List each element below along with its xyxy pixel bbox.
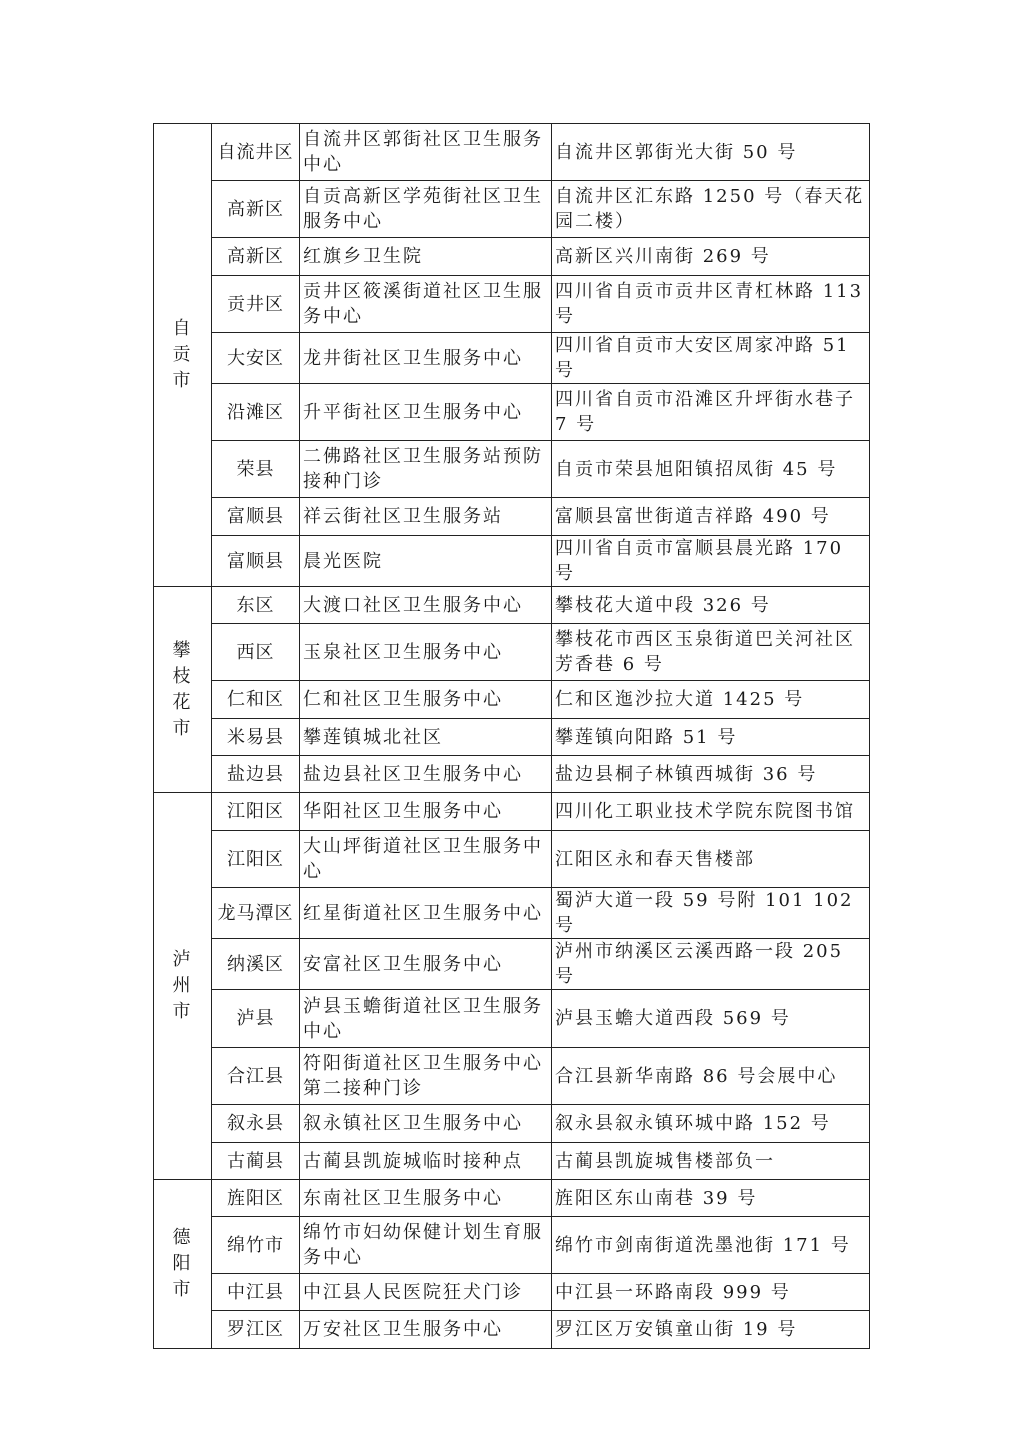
- district-cell: 绵竹市: [212, 1217, 300, 1274]
- district-cell: 荣县: [212, 441, 300, 498]
- district-cell: 米易县: [212, 719, 300, 756]
- district-cell: 仁和区: [212, 681, 300, 719]
- site-name-cell: 绵竹市妇幼保健计划生育服务中心: [300, 1217, 552, 1274]
- district-cell: 泸县: [212, 990, 300, 1048]
- address-cell: 仁和区迤沙拉大道 1425 号: [552, 681, 870, 719]
- table-row: [154, 536, 870, 587]
- site-name-cell: 贡井区筱溪街道社区卫生服务中心: [300, 276, 552, 333]
- address-cell: 自流井区郭街光大街 50 号: [552, 124, 870, 181]
- city-cell: 泸州市: [154, 793, 212, 1180]
- address-cell: 泸县玉蟾大道西段 569 号: [552, 990, 870, 1048]
- site-name-cell: 中江县人民医院狂犬门诊: [300, 1274, 552, 1311]
- address-cell: 古蔺县凯旋城售楼部负一: [552, 1143, 870, 1180]
- district-cell: 龙马潭区: [212, 888, 300, 939]
- site-name-cell: 玉泉社区卫生服务中心: [300, 624, 552, 681]
- table-row: [154, 624, 870, 681]
- address-cell: 旌阳区东山南巷 39 号: [552, 1180, 870, 1217]
- address-cell: 叙永县叙永镇环城中路 152 号: [552, 1105, 870, 1143]
- table-row: [154, 1217, 870, 1274]
- district-cell: 高新区: [212, 238, 300, 276]
- district-cell: 富顺县: [212, 498, 300, 536]
- district-cell: 盐边县: [212, 756, 300, 793]
- table-row: [154, 498, 870, 536]
- district-cell: 沿滩区: [212, 384, 300, 441]
- address-cell: 高新区兴川南街 269 号: [552, 238, 870, 276]
- table-row: [154, 888, 870, 939]
- site-name-cell: 祥云街社区卫生服务站: [300, 498, 552, 536]
- address-cell: 攀枝花大道中段 326 号: [552, 587, 870, 624]
- address-cell: 攀枝花市西区玉泉街道巴关河社区芳香巷 6 号: [552, 624, 870, 681]
- district-cell: 西区: [212, 624, 300, 681]
- site-name-cell: 攀莲镇城北社区: [300, 719, 552, 756]
- site-name-cell: 古蔺县凯旋城临时接种点: [300, 1143, 552, 1180]
- district-cell: 合江县: [212, 1048, 300, 1105]
- district-cell: 罗江区: [212, 1311, 300, 1349]
- table-row: [154, 276, 870, 333]
- site-name-cell: 红旗乡卫生院: [300, 238, 552, 276]
- table-row: [154, 1105, 870, 1143]
- city-cell: 德阳市: [154, 1180, 212, 1349]
- site-name-cell: 红星街道社区卫生服务中心: [300, 888, 552, 939]
- site-name-cell: 龙井街社区卫生服务中心: [300, 333, 552, 384]
- site-name-cell: 泸县玉蟾街道社区卫生服务中心: [300, 990, 552, 1048]
- district-cell: 东区: [212, 587, 300, 624]
- address-cell: 蜀泸大道一段 59 号附 101 102 号: [552, 888, 870, 939]
- table-row: [154, 238, 870, 276]
- district-cell: 高新区: [212, 181, 300, 238]
- district-cell: 旌阳区: [212, 1180, 300, 1217]
- district-cell: 贡井区: [212, 276, 300, 333]
- site-name-cell: 叙永镇社区卫生服务中心: [300, 1105, 552, 1143]
- address-cell: 四川省自贡市贡井区青杠林路 113 号: [552, 276, 870, 333]
- table-row: [154, 1143, 870, 1180]
- city-cell: 攀枝花市: [154, 587, 212, 793]
- address-cell: 罗江区万安镇童山街 19 号: [552, 1311, 870, 1349]
- table-row: [154, 333, 870, 384]
- site-name-cell: 大山坪街道社区卫生服务中心: [300, 831, 552, 888]
- table-row: [154, 681, 870, 719]
- address-cell: 自贡市荣县旭阳镇招凤街 45 号: [552, 441, 870, 498]
- site-name-cell: 安富社区卫生服务中心: [300, 939, 552, 990]
- table-row: [154, 756, 870, 793]
- site-name-cell: 升平街社区卫生服务中心: [300, 384, 552, 441]
- table-row: [154, 939, 870, 990]
- address-cell: 盐边县桐子林镇西城街 36 号: [552, 756, 870, 793]
- district-cell: 中江县: [212, 1274, 300, 1311]
- table-row: [154, 793, 870, 831]
- address-cell: 中江县一环路南段 999 号: [552, 1274, 870, 1311]
- site-name-cell: 仁和社区卫生服务中心: [300, 681, 552, 719]
- city-cell: 自贡市: [154, 124, 212, 587]
- district-cell: 富顺县: [212, 536, 300, 587]
- table-row: [154, 124, 870, 181]
- site-name-cell: 盐边县社区卫生服务中心: [300, 756, 552, 793]
- district-cell: 纳溪区: [212, 939, 300, 990]
- site-name-cell: 符阳街道社区卫生服务中心第二接种门诊: [300, 1048, 552, 1105]
- site-name-cell: 万安社区卫生服务中心: [300, 1311, 552, 1349]
- table-row: [154, 587, 870, 624]
- site-name-cell: 大渡口社区卫生服务中心: [300, 587, 552, 624]
- table-row: [154, 1311, 870, 1349]
- district-cell: 江阳区: [212, 831, 300, 888]
- district-cell: 叙永县: [212, 1105, 300, 1143]
- district-cell: 江阳区: [212, 793, 300, 831]
- district-cell: 大安区: [212, 333, 300, 384]
- site-name-cell: 二佛路社区卫生服务站预防接种门诊: [300, 441, 552, 498]
- vaccination-sites-table: [153, 123, 870, 1349]
- address-cell: 自流井区汇东路 1250 号（春天花园二楼）: [552, 181, 870, 238]
- address-cell: 四川省自贡市大安区周家冲路 51 号: [552, 333, 870, 384]
- address-cell: 泸州市纳溪区云溪西路一段 205 号: [552, 939, 870, 990]
- site-name-cell: 自贡高新区学苑街社区卫生服务中心: [300, 181, 552, 238]
- site-name-cell: 华阳社区卫生服务中心: [300, 793, 552, 831]
- address-cell: 江阳区永和春天售楼部: [552, 831, 870, 888]
- address-cell: 绵竹市剑南街道洗墨池街 171 号: [552, 1217, 870, 1274]
- address-cell: 四川省自贡市富顺县晨光路 170 号: [552, 536, 870, 587]
- table-row: [154, 719, 870, 756]
- table-row: [154, 1180, 870, 1217]
- table-row: [154, 181, 870, 238]
- district-cell: 古蔺县: [212, 1143, 300, 1180]
- address-cell: 四川省自贡市沿滩区升坪街水巷子 7 号: [552, 384, 870, 441]
- table-row: [154, 441, 870, 498]
- address-cell: 攀莲镇向阳路 51 号: [552, 719, 870, 756]
- table-row: [154, 1048, 870, 1105]
- site-name-cell: 东南社区卫生服务中心: [300, 1180, 552, 1217]
- table-row: [154, 831, 870, 888]
- site-name-cell: 自流井区郭街社区卫生服务中心: [300, 124, 552, 181]
- vaccination-sites-table-page: [153, 123, 870, 1349]
- table-row: [154, 384, 870, 441]
- address-cell: 合江县新华南路 86 号会展中心: [552, 1048, 870, 1105]
- district-cell: 自流井区: [212, 124, 300, 181]
- table-row: [154, 1274, 870, 1311]
- table-body: [154, 124, 870, 1349]
- site-name-cell: 晨光医院: [300, 536, 552, 587]
- address-cell: 富顺县富世街道吉祥路 490 号: [552, 498, 870, 536]
- table-row: [154, 990, 870, 1048]
- address-cell: 四川化工职业技术学院东院图书馆: [552, 793, 870, 831]
